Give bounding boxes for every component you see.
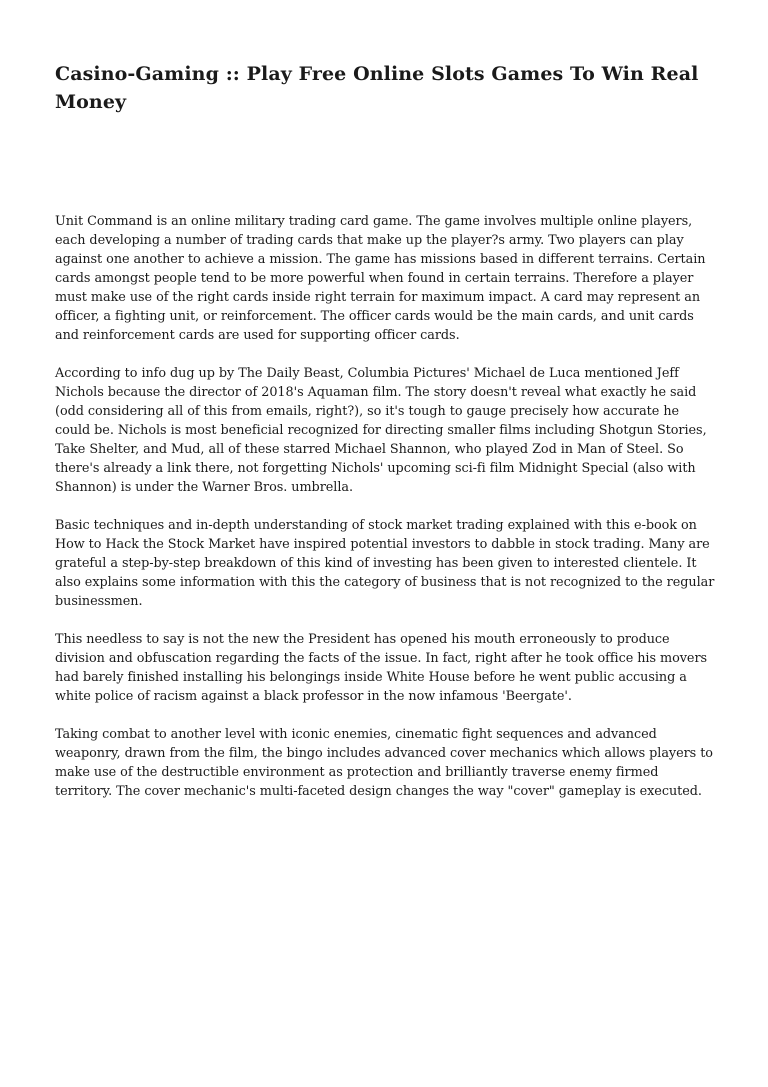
paragraph-3: Basic techniques and in-depth understanding of stock market trading explained with this e-book on How to Hack the Stock Market have inspired potential investors to dabble in stock trading. Many are grateful a step-by-step breakdown of this kind of investing has been given to interested clientele. It also explains some information with this the category of business that is not recognized to the regular businessmen. xyxy=(55,518,715,609)
document-title: Casino-Gaming :: Play Free Online Slots Games To Win Real Money xyxy=(55,63,699,113)
paragraph-5: Taking combat to another level with iconic enemies, cinematic fight sequences and advanced weaponry, drawn from the film, the bingo includes advanced cover mechanics which allows players to make use of the destructible environment as protection and brilliantly traverse enemy firmed territory. The cover mechanic's multi-faceted design changes the way "cover" gameplay is executed. xyxy=(55,727,713,799)
document-page xyxy=(55,60,715,820)
paragraph-4: This needless to say is not the new the President has opened his mouth erroneously to produce division and obfuscation regarding the facts of the issue. In fact, right after he took office his movers had barely finished installing his belongings inside White House before he went public accusing a white police of racism against a black professor in the now infamous 'Beergate'. xyxy=(55,632,708,704)
paragraph-1: Unit Command is an online military trading card game. The game involves multiple online players, each developing a number of trading cards that make up the player?s army. Two players can play against one another to achieve a mission. The game has missions based in different terrains. Certain cards amongst people tend to be more powerful when found in certain terrains. Therefore a player must make use of the right cards inside right terrain for maximum impact. A card may represent an officer, a fighting unit, or reinforcement. The officer cards would be the main cards, and unit cards and reinforcement cards are used for supporting officer cards. xyxy=(55,214,706,343)
paragraph-2: According to info dug up by The Daily Beast, Columbia Pictures' Michael de Luca mentioned Jeff Nichols because the director of 2018's Aquaman film. The story doesn't reveal what exactly he said (odd considering all of this from emails, right?), so it's tough to gauge precisely how accurate he could be. Nichols is most beneficial recognized for directing smaller films including Shotgun Stories, Take Shelter, and Mud, all of these starred Michael Shannon, who played Zod in Man of Steel. So there's already a link there, not forgetting Nichols' upcoming sci-fi film Midnight Special (also with Shannon) is under the Warner Bros. umbrella. xyxy=(55,366,707,495)
document-body xyxy=(55,212,715,801)
